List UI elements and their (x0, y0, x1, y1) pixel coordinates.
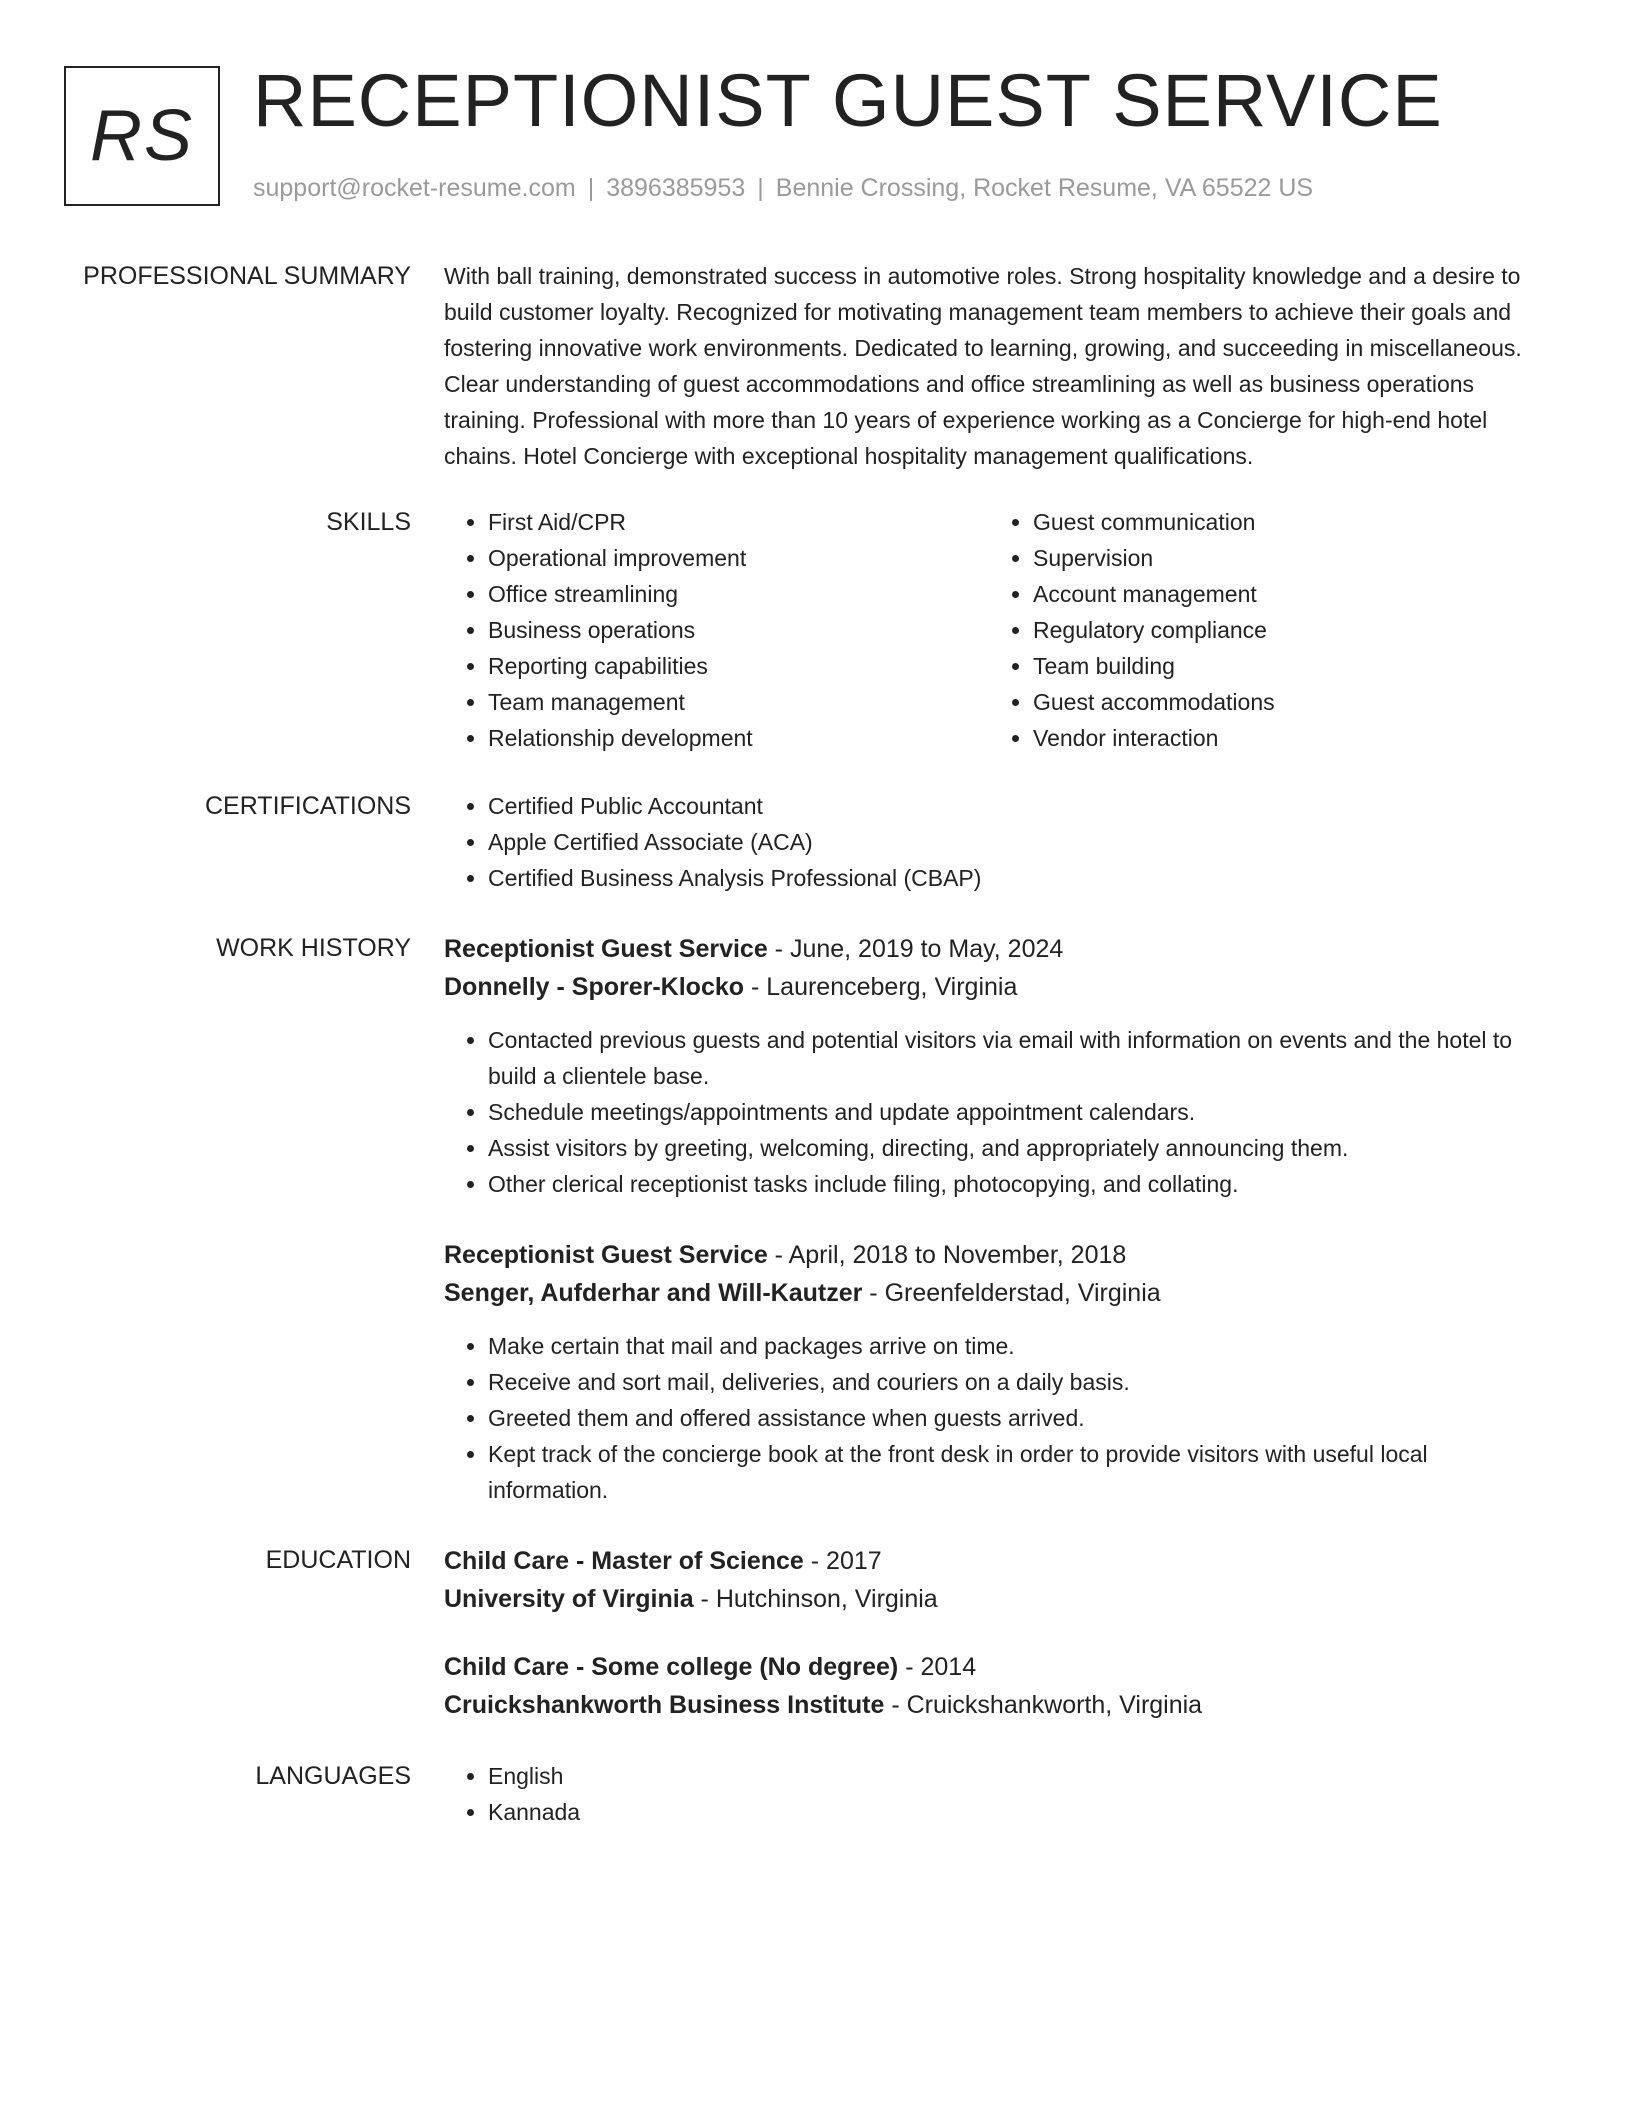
list-item: • Greeted them and offered assistance when guests arrived. (488, 1400, 1545, 1436)
list-item: • Assist visitors by greeting, welcoming, directing, and appropriately announcing them. (488, 1130, 1545, 1166)
school-line (444, 1580, 1545, 1618)
list-item: • Make certain that mail and packages arrive on time. (488, 1328, 1545, 1364)
list-item: • Contacted previous guests and potential visitors via email with information on events and the hotel to build a clientele base. (488, 1022, 1545, 1094)
job-company-line (444, 968, 1545, 1006)
job-dates: - June, 2019 to May, 2024 (767, 935, 1064, 963)
degree-year: - 2017 (803, 1547, 882, 1575)
degree-year: - 2014 (898, 1653, 977, 1681)
list-item: • Certified Public Accountant (488, 788, 1545, 824)
degree: Child Care - Master of Science (444, 1547, 804, 1575)
section-label: LANGUAGES (255, 1762, 411, 1790)
contact-phone: 3896385953 (606, 174, 746, 202)
school-line (444, 1686, 1545, 1724)
list-item: • Kannada (488, 1794, 1545, 1830)
contact-email: support@rocket-resume.com (253, 174, 576, 202)
job-title: Receptionist Guest Service (444, 1241, 768, 1269)
section-label: SKILLS (326, 508, 411, 536)
monogram-box (64, 66, 220, 206)
degree-line (444, 1542, 1545, 1580)
job-entry (444, 930, 1545, 1202)
certifications-content (444, 788, 1545, 896)
skills-list-left (444, 504, 989, 756)
summary-text: With ball training, demonstrated success in automotive roles. Strong hospitality knowledge and a desire to build customer loyalty. Recognized for motivating management team members to achieve their goals and fostering innovative work environments. Dedicated to learning, growing, and succeeding in miscellaneous. Clear understanding of guest accommodations and office streamlining as well as business operations training. Professional with more than 10 years of experience working as a Concierge for high-end hotel chains. Hotel Concierge with exceptional hospitality management qualifications. (444, 263, 1522, 469)
skills-list-right (989, 504, 1534, 756)
summary-content (444, 258, 1545, 474)
certifications-list (444, 788, 1545, 896)
work-history-section (0, 930, 1632, 1508)
section-label: PROFESSIONAL SUMMARY (83, 262, 411, 290)
section-label: EDUCATION (265, 1546, 411, 1574)
job-company: Senger, Aufderhar and Will-Kautzer (444, 1279, 863, 1307)
monogram-initials: RS (89, 96, 195, 176)
education-entry (444, 1542, 1545, 1618)
list-item: • English (488, 1758, 1545, 1794)
degree: Child Care - Some college (No degree) (444, 1653, 899, 1681)
job-entry (444, 1236, 1545, 1508)
list-item: • Vendor interaction (1033, 720, 1534, 756)
list-item: • Regulatory compliance (1033, 612, 1534, 648)
list-item: • Certified Business Analysis Professional (CBAP) (488, 860, 1545, 896)
job-company: Donnelly - Sporer-Klocko (444, 973, 745, 1001)
job-dates: - April, 2018 to November, 2018 (767, 1241, 1127, 1269)
list-item: • Team management (488, 684, 989, 720)
list-item: • Business operations (488, 612, 989, 648)
job-title-line (444, 1236, 1545, 1274)
contact-line (253, 174, 1313, 203)
list-item: • Reporting capabilities (488, 648, 989, 684)
list-item: • Apple Certified Associate (ACA) (488, 824, 1545, 860)
job-title: Receptionist Guest Service (444, 935, 768, 963)
list-item: • Guest communication (1033, 504, 1534, 540)
section-label: CERTIFICATIONS (204, 792, 411, 820)
languages-list (444, 1758, 1545, 1830)
education-content (444, 1542, 1545, 1724)
list-item: • Supervision (1033, 540, 1534, 576)
job-location: - Laurenceberg, Virginia (744, 973, 1018, 1001)
education-section (0, 1542, 1632, 1724)
contact-separator: | (757, 174, 764, 202)
section-label: WORK HISTORY (216, 934, 411, 962)
school-location: - Cruickshankworth, Virginia (884, 1691, 1203, 1719)
list-item: • Kept track of the concierge book at the front desk in order to provide visitors with useful local information. (488, 1436, 1545, 1508)
skills-section (0, 504, 1632, 756)
job-bullets (444, 1328, 1545, 1508)
list-item: • Other clerical receptionist tasks include filing, photocopying, and collating. (488, 1166, 1545, 1202)
list-item: • Account management (1033, 576, 1534, 612)
list-item: • Operational improvement (488, 540, 989, 576)
list-item: • Team building (1033, 648, 1534, 684)
school-location: - Hutchinson, Virginia (693, 1585, 938, 1613)
list-item: • Relationship development (488, 720, 989, 756)
work-history-content (444, 930, 1545, 1508)
list-item: • Guest accommodations (1033, 684, 1534, 720)
list-item: • Office streamlining (488, 576, 989, 612)
resume-sections (0, 258, 1632, 1830)
contact-separator: | (587, 174, 595, 202)
list-item: • Schedule meetings/appointments and update appointment calendars. (488, 1094, 1545, 1130)
job-location: - Greenfelderstad, Virginia (862, 1279, 1161, 1307)
job-bullets (444, 1022, 1545, 1202)
job-company-line (444, 1274, 1545, 1312)
languages-section (0, 1758, 1632, 1830)
languages-content (444, 1758, 1545, 1830)
skills-content (444, 504, 1545, 756)
list-item: • Receive and sort mail, deliveries, and couriers on a daily basis. (488, 1364, 1545, 1400)
candidate-name: RECEPTIONIST GUEST SERVICE (253, 59, 1443, 142)
summary-section (0, 258, 1632, 474)
job-title-line (444, 930, 1545, 968)
degree-line (444, 1648, 1545, 1686)
certifications-section (0, 788, 1632, 896)
school: Cruickshankworth Business Institute (444, 1691, 885, 1719)
contact-address: Bennie Crossing, Rocket Resume, VA 65522 US (775, 174, 1314, 202)
school: University of Virginia (444, 1585, 694, 1613)
list-item: • First Aid/CPR (488, 504, 989, 540)
education-entry (444, 1648, 1545, 1724)
